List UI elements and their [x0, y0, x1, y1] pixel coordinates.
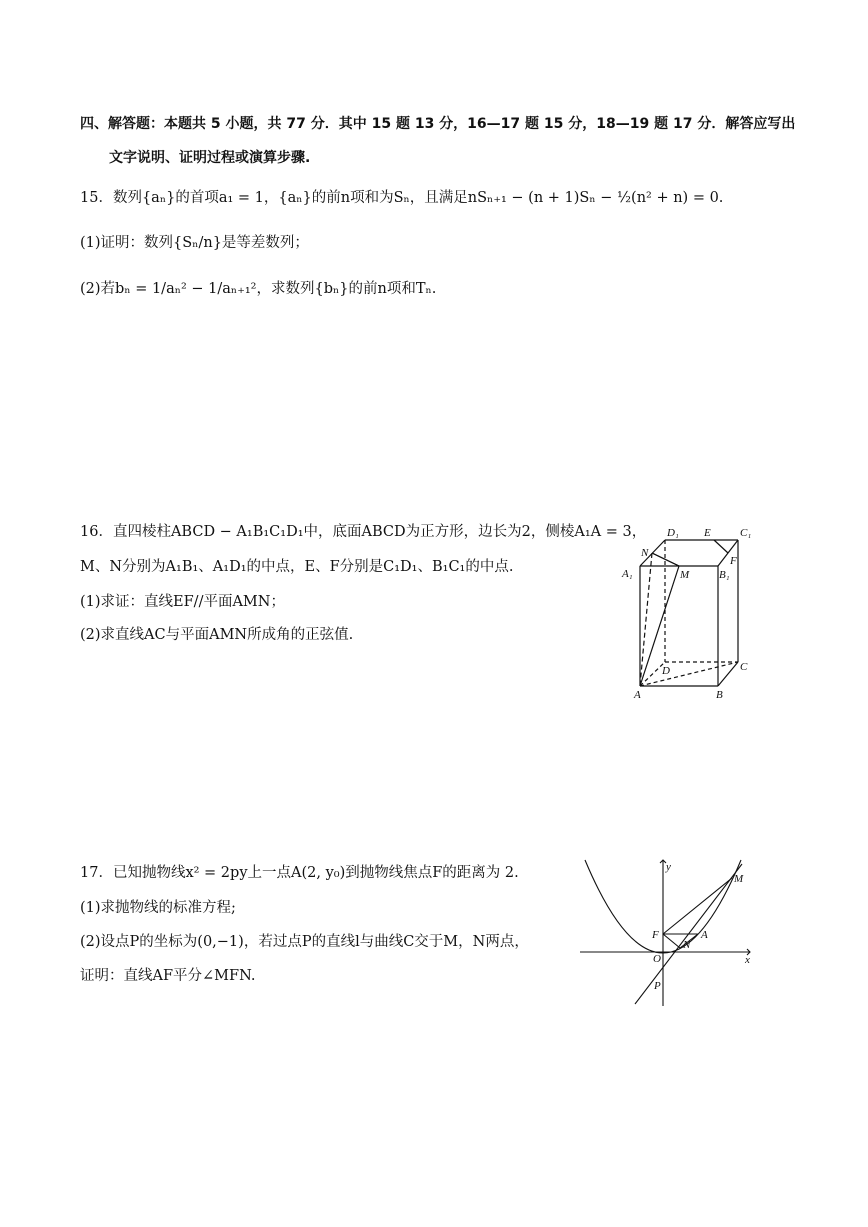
label-D1: D₁ [667, 527, 679, 539]
label-O: O [653, 953, 661, 965]
section-heading-line1: 四、解答题：本题共 5 小题，共 77 分．其中 15 题 13 分，16—17 题 15 分，18—19 题 17 分．解答应写出 [80, 116, 796, 132]
q17-line1: 17．已知抛物线x² = 2py上一点A(2, y₀)到抛物线焦点F的距离为 2. [80, 865, 519, 881]
q17-part2b: 证明：直线AF平分∠MFN. [80, 968, 256, 984]
section-heading-line2: 文字说明、证明过程或演算步骤. [109, 150, 311, 166]
q16-part1: (1)求证：直线EF//平面AMN； [80, 594, 285, 610]
label-C: C [740, 661, 748, 673]
label-E: E [704, 527, 711, 539]
label-B1: B₁ [719, 569, 730, 581]
q15-part1: (1)证明：数列{Sₙ/n}是等差数列； [80, 235, 309, 251]
label-A: A [701, 929, 708, 941]
parabola-figure [580, 856, 756, 1008]
label-A1: A₁ [622, 568, 633, 580]
label-N: N [683, 939, 691, 951]
label-x: x [745, 954, 750, 966]
label-M: M [680, 569, 690, 581]
label-M: M [734, 873, 744, 885]
q16-line1: 16．直四棱柱ABCD − A₁B₁C₁D₁中，底面ABCD为正方形，边长为2，侧棱A₁A = 3， [80, 524, 647, 540]
q15-part2: (2)若bₙ = 1/aₙ² − 1/aₙ₊₁²，求数列{bₙ}的前n项和Tₙ. [80, 281, 437, 297]
label-D: D [662, 665, 670, 677]
label-C1: C₁ [740, 527, 752, 539]
q16-line2: M、N分别为A₁B₁、A₁D₁的中点，E、F分别是C₁D₁、B₁C₁的中点. [80, 559, 514, 575]
prism-figure [612, 522, 762, 704]
q17-part2: (2)设点P的坐标为(0,−1)，若过点P的直线l与曲线C交于M，N两点， [80, 934, 529, 950]
q16-part2: (2)求直线AC与平面AMN所成角的正弦值. [80, 627, 354, 643]
q17-part1: (1)求抛物线的标准方程; [80, 900, 236, 916]
label-B: B [716, 689, 723, 701]
label-y: y [666, 861, 671, 873]
label-N: N [641, 547, 649, 559]
label-F: F [730, 555, 737, 567]
q15-stem: 15．数列{aₙ}的首项a₁ = 1，{aₙ}的前n项和为Sₙ，且满足nSₙ₊₁ − (n + 1)Sₙ − ½(n² + n) = 0. [80, 190, 724, 206]
label-A: A [634, 689, 641, 701]
label-P: P [654, 980, 661, 992]
label-F: F [652, 929, 659, 941]
